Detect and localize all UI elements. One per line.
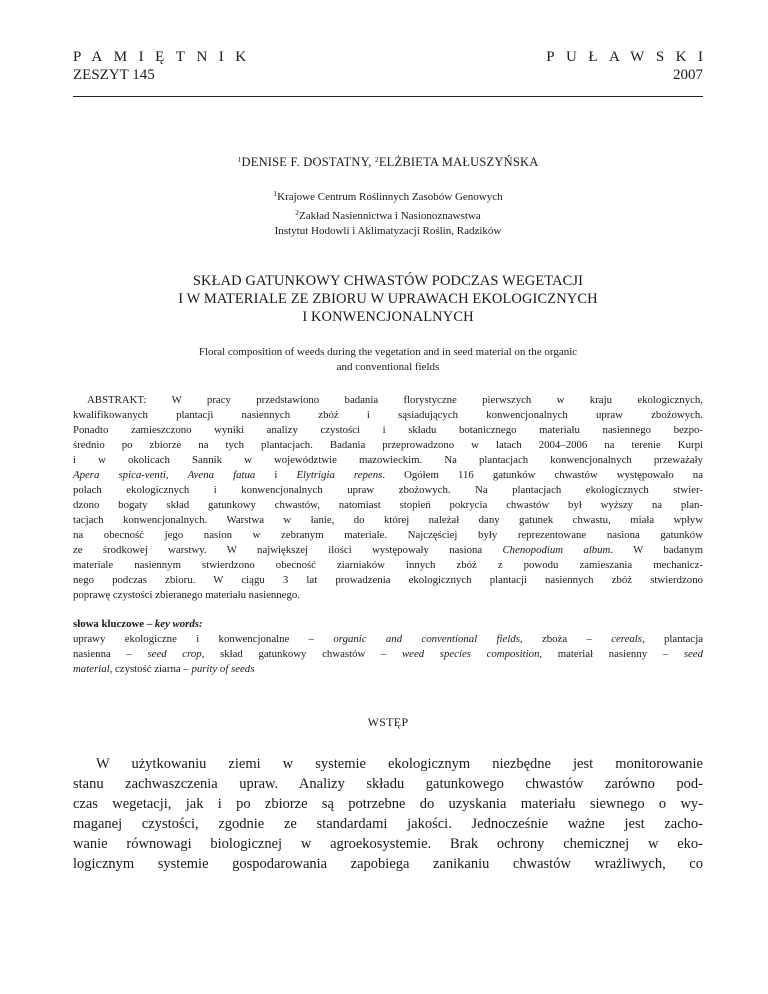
keywords-heading <box>73 617 703 632</box>
abstract <box>73 393 703 603</box>
species-name: Elytrigia repens <box>296 469 383 481</box>
running-header-bottom <box>73 66 703 84</box>
publication-year: 2007 <box>673 67 703 83</box>
abstract-line: kwalifikowanych plantacji nasiennych zbóż i sąsiadujących konwencjonalnych upraw zbożowych. <box>73 409 703 421</box>
abstract-line: dzono bogaty skład gatunkowy chwastów, natomiast stopień pokrycia chwastów był wyższy na plan- <box>73 499 703 511</box>
abstract-line <box>73 543 703 558</box>
body-line: wanie równowagi biologicznej w agroekosystemie. Brak ochrony chemicznej w eko- <box>73 836 703 852</box>
abstract-line: nego podczas zbioru. W ciągu 3 lat prowadzenia ekologicznych plantacji nasiennych zbóż stwierdzono <box>73 574 703 586</box>
affiliation-2 <box>73 205 703 224</box>
body-line: W użytkowaniu ziemi w systemie ekologicznym niezbędne jest monitorowanie <box>96 756 703 772</box>
separator: i <box>255 469 297 481</box>
keyword-pl: , zboża – <box>519 633 612 645</box>
authors-line <box>73 155 703 170</box>
keywords-line <box>73 662 703 677</box>
header-rule <box>73 96 703 97</box>
issue-number: ZESZYT 145 <box>73 67 155 83</box>
keyword-en: material <box>73 663 110 675</box>
abstract-line: i w okolicach Sannik w województwie mazowieckim. Na plantacjach konwencjonalnych przeważały <box>73 454 703 466</box>
abstract-line: tacjach konwencjonalnych. Warstwa w łanie, do której należał dany gatunek chwastu, miała wpływ <box>73 514 703 526</box>
affiliation-2-mark: 2 <box>295 208 299 217</box>
affiliations <box>73 186 703 239</box>
affiliation-1-mark: 1 <box>273 189 278 198</box>
article-title <box>73 272 703 326</box>
title-line-3: I KONWENCJONALNYCH <box>302 309 474 325</box>
species-name: Chenopodium album <box>502 544 611 556</box>
keyword-en: purity of seeds <box>191 663 255 675</box>
article-page <box>73 48 715 874</box>
keyword-en: seed <box>683 648 703 660</box>
abstract-text: ze środkowej warstwy. W największej ilości występowały nasiona <box>73 544 503 556</box>
body-line: maganej czystości, zgodnie ze standardami jakości. Jednocześnie ważne jest zacho- <box>73 816 703 832</box>
abstract-text: . Ogółem 116 gatunków chwastów występowało na <box>382 469 703 481</box>
author1-name: DENISE F. DOSTATNY, <box>241 155 375 169</box>
keywords-heading-en: key words: <box>154 618 203 630</box>
english-title <box>73 345 703 375</box>
english-title-line-1: Floral composition of weeds during the vegetation and in seed material on the organic <box>198 346 578 358</box>
keyword-pl: , czystość ziarna – <box>109 663 192 675</box>
abstract-line: ABSTRAKT: W pracy przedstawiono badania florystyczne pierwszych w kraju ekologicznych, <box>87 394 703 406</box>
affiliation-2-text: Zakład Nasiennictwa i Nasionoznawstwa <box>299 210 481 222</box>
keywords <box>73 617 703 677</box>
keyword-pl: , materiał nasienny – <box>539 648 684 660</box>
journal-name-right: PUŁAWSKI <box>546 49 715 65</box>
title-line-2: I W MATERIALE ZE ZBIORU W UPRAWACH EKOLOGICZNYCH <box>178 291 598 307</box>
keyword-pl: , skład gatunkowy chwastów – <box>201 648 402 660</box>
affiliation-1-text: Krajowe Centrum Roślinnych Zasobów Genowych <box>277 191 503 203</box>
body-line: czas wegetacji, jak i po zbiorze są potrzebne do uzyskania materiału siewnego o wy- <box>73 796 703 812</box>
intro-paragraph <box>73 754 703 874</box>
keywords-line <box>73 647 703 662</box>
keyword-pl: , plantacja <box>641 633 703 645</box>
author2-name: ELŻBIETA MAŁUSZYŃSKA <box>378 155 539 169</box>
abstract-text: . W badanym <box>610 544 703 556</box>
abstract-line: poprawę czystości zbieranego materiału nasiennego. <box>73 589 300 601</box>
species-name: Avena fatua <box>187 469 256 481</box>
keyword-pl: uprawy ekologiczne i konwencjonalne – <box>73 633 334 645</box>
species-name: Apera spica-venti <box>73 469 166 481</box>
keyword-en: seed crop <box>147 648 202 660</box>
abstract-line: Ponadto zamieszczono wyniki analizy czystości i składu botanicznego materiału nasiennego bezpo- <box>73 424 703 436</box>
keywords-heading-pl: słowa kluczowe – <box>73 618 155 630</box>
abstract-line <box>73 468 703 483</box>
affiliation-1 <box>73 186 703 205</box>
separator: , <box>165 469 188 481</box>
abstract-line: polach ekologicznych i konwencjonalnych upraw zbożowych. Na plantacjach ekologicznych stwier- <box>73 484 703 496</box>
author1-affiliation-mark: 1 <box>237 155 242 164</box>
keyword-en: organic and conventional fields <box>333 633 520 645</box>
section-heading: WSTĘP <box>367 715 409 729</box>
author2-affiliation-mark: 2 <box>374 155 379 164</box>
keyword-en: cereals <box>611 633 642 645</box>
abstract-line: materiale nasiennym stwierdzono obecność ziarniaków innych zbóż z powodu zamieszania mechanicz- <box>73 559 703 571</box>
journal-name-left: PAMIĘTNIK <box>73 49 258 65</box>
keyword-pl: nasienna – <box>73 648 148 660</box>
title-line-1: SKŁAD GATUNKOWY CHWASTÓW PODCZAS WEGETACJI <box>192 273 584 289</box>
body-line: stanu zachwaszczenia upraw. Analizy składu gatunkowego chwastów zarówno pod- <box>73 776 703 792</box>
abstract-line: na obecność jego nasion w zebranym materiale. Najczęściej były reprezentowane nasiona gatunków <box>73 529 703 541</box>
running-header-top <box>73 48 715 66</box>
body-line: logicznym systemie gospodarowania zapobiega zanikaniu chwastów wrażliwych, co <box>73 856 703 872</box>
english-title-line-2: and conventional fields <box>336 361 440 373</box>
abstract-line: średnio po zbiorze na tych plantacjach. Badania przeprowadzono w latach 2004–2006 na terenie Kurpi <box>73 439 703 451</box>
institute: Instytut Hodowli i Aklimatyzacji Roślin, Radzików <box>274 225 502 237</box>
keyword-en: weed species composition <box>401 648 540 660</box>
keywords-line <box>73 632 703 647</box>
